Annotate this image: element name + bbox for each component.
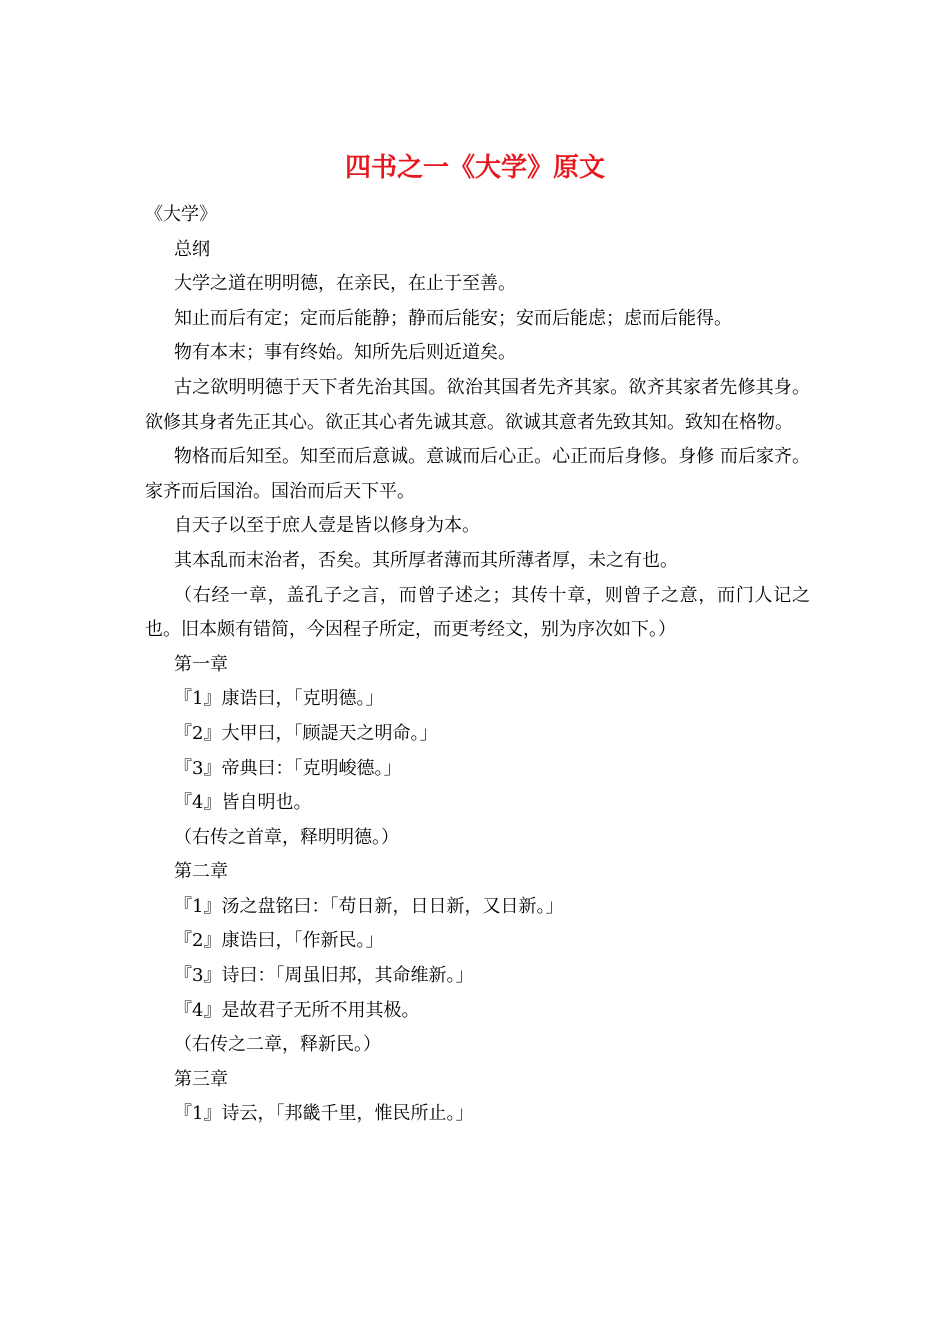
- paragraph: 『1』诗云，「邦畿千里，惟民所止。」: [174, 1103, 474, 1125]
- paragraph: 大学之道在明明德，在亲民，在止于至善。: [174, 273, 516, 295]
- paragraph: 『1』汤之盘铭曰：「苟日新，日日新，又日新。」: [174, 895, 564, 917]
- paragraph: 自天子以至于庶人壹是皆以修身为本。: [174, 515, 480, 537]
- paragraph: 知止而后有定；定而后能静；静而后能安；安而后能虑；虑而后能得。: [174, 307, 732, 329]
- paragraph: 其本乱而末治者，否矣。其所厚者薄而其所薄者厚，未之有也。: [174, 549, 678, 571]
- chapter-heading: 第二章: [174, 861, 228, 883]
- chapter-heading: 第一章: [174, 653, 228, 675]
- paragraph: （右传之首章，释明明德。）: [174, 826, 399, 848]
- paragraph: 『2』康诰曰，「作新民。」: [174, 930, 384, 952]
- paragraph: 古之欲明明德于天下者先治其国。欲治其国者先齐其家。欲齐其家者先修其身。欲修其身者先正其心。欲正其心者先诚其意。欲诚其意者先致其知。致知在格物。: [145, 376, 810, 433]
- paragraph: 『4』是故君子无所不用其极。: [174, 999, 420, 1021]
- paragraph: 《大学》: [145, 204, 217, 225]
- paragraph: 『2』大甲曰，「顾諟天之明命。」: [174, 722, 438, 744]
- chapter-heading: 第三章: [174, 1068, 228, 1090]
- paragraph: （右传之二章，释新民。）: [174, 1034, 381, 1056]
- paragraph: 物有本末；事有终始。知所先后则近道矣。: [174, 342, 516, 364]
- page-title: 四书之一《大学》原文: [344, 153, 605, 183]
- document-body: [145, 198, 810, 1132]
- paragraph: 物格而后知至。知至而后意诚。意诚而后心正。心正而后身修。身修 而后家齐。家齐而后国治。国治而后天下平。: [145, 446, 810, 502]
- paragraph: （右经一章，盖孔子之言，而曾子述之；其传十章，则曾子之意，而门人记之也。旧本颇有错简，今因程子所定，而更考经文，别为序次如下。）: [145, 584, 810, 641]
- paragraph: 『3』帝典曰：「克明峻德。」: [174, 757, 402, 779]
- paragraph: 『1』康诰曰，「克明德。」: [174, 688, 384, 710]
- section-heading: 总纲: [174, 238, 210, 260]
- paragraph: 『3』诗曰：「周虽旧邦，其命维新。」: [174, 965, 474, 987]
- paragraph: 『4』皆自明也。: [174, 792, 312, 814]
